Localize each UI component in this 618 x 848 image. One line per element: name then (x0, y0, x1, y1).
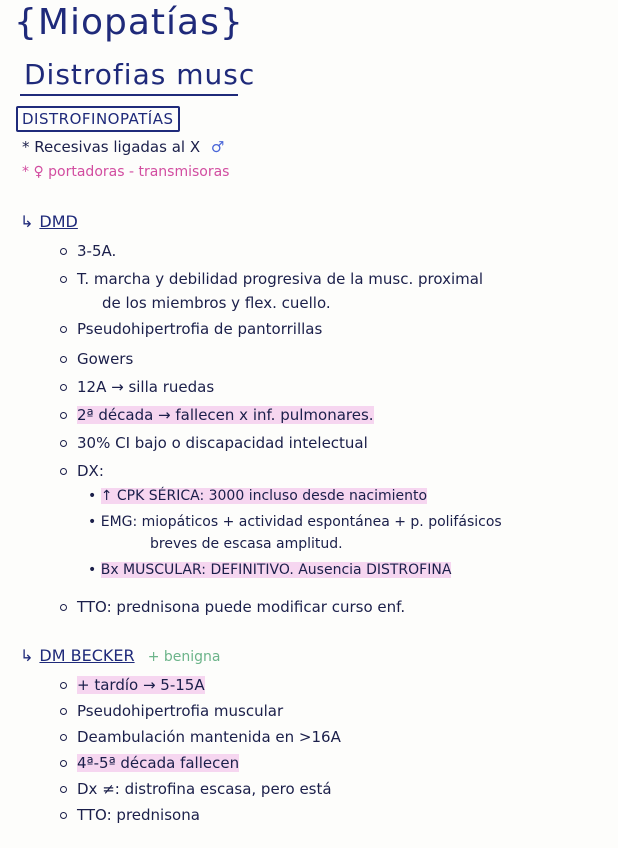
dmd-heading (20, 212, 78, 231)
intro-line-1-text: * Recesivas ligadas al X (22, 138, 201, 156)
dx-item: • EMG: miopáticos + actividad espontánea + p. polifásicos (88, 514, 502, 530)
bullet-icon (60, 786, 67, 793)
list-item-continuation: de los miembros y flex. cuello. (102, 294, 331, 312)
list-item-text: TTO: prednisona puede modificar curso enf. (77, 598, 406, 616)
becker-extra-note: + benigna (147, 649, 221, 665)
list-item-text: 4ª-5ª década fallecen (77, 754, 240, 772)
list-item (60, 780, 332, 798)
list-item-text: + tardío → 5-15A (77, 676, 205, 694)
list-item (60, 462, 104, 480)
list-item (60, 378, 214, 396)
arrow-icon: ↳ (20, 212, 34, 231)
intro-line-1 (22, 138, 224, 156)
section-subtitle: Distrofias musc (24, 58, 256, 91)
dx-item-text: ↑ CPK SÉRICA: 3000 incluso desde nacimiento (100, 488, 428, 504)
bullet-icon (60, 276, 67, 283)
dx-item: • Bx MUSCULAR: DEFINITIVO. Ausencia DISTROFINA (88, 562, 452, 578)
dmd-heading-label: DMD (39, 212, 78, 231)
list-item-text: T. marcha y debilidad progresiva de la musc. proximal (77, 270, 484, 288)
dx-item-continuation: breves de escasa amplitud. (150, 536, 343, 552)
bullet-icon (60, 734, 67, 741)
bullet-icon (60, 468, 67, 475)
bullet-icon (60, 412, 67, 419)
list-item (60, 728, 341, 746)
list-item (60, 320, 322, 338)
list-item (60, 242, 116, 260)
bullet-icon (60, 812, 67, 819)
arrow-icon: ↳ (20, 646, 34, 665)
list-item (60, 676, 205, 694)
list-item-text: Pseudohipertrofia muscular (77, 702, 284, 720)
list-item (60, 270, 483, 288)
list-item (60, 806, 200, 824)
becker-heading-label: DM BECKER (39, 646, 135, 665)
page-title: {Miopatías} (14, 2, 244, 43)
list-item (60, 350, 133, 368)
bullet-icon (60, 708, 67, 715)
bullet-icon (60, 760, 67, 767)
list-item-text: 3-5A. (77, 242, 117, 260)
list-item-text: TTO: prednisona (77, 806, 200, 824)
bullet-icon (60, 440, 67, 447)
list-item (60, 406, 374, 424)
bullet-icon (60, 356, 67, 363)
list-item-text: 2ª década → fallecen x inf. pulmonares. (77, 406, 374, 424)
bullet-icon (60, 682, 67, 689)
bullet-icon (60, 326, 67, 333)
list-item (60, 598, 405, 616)
list-item (60, 754, 239, 772)
list-item-text: 12A → silla ruedas (77, 378, 215, 396)
dx-item-text: EMG: miopáticos + actividad espontánea + p. polifásicos (100, 514, 502, 530)
bullet-icon (60, 604, 67, 611)
list-item-text: Pseudohipertrofia de pantorrillas (77, 320, 323, 338)
bullet-icon (60, 248, 67, 255)
bullet-icon (60, 384, 67, 391)
list-item-text: DX: (77, 462, 104, 480)
becker-heading (20, 646, 220, 665)
list-item-text: Deambulación mantenida en >16A (77, 728, 341, 746)
subtitle-underline (20, 94, 238, 96)
dx-item: • ↑ CPK SÉRICA: 3000 incluso desde nacimiento (88, 488, 428, 504)
intro-line-2: * ♀ portadoras - transmisoras (22, 164, 230, 180)
boxed-heading: DISTROFINOPATÍAS (16, 106, 180, 132)
page-title-text: Miopatías (37, 2, 220, 43)
dx-item-text: Bx MUSCULAR: DEFINITIVO. Ausencia DISTROFINA (100, 562, 452, 578)
list-item (60, 434, 368, 452)
list-item-text: Gowers (77, 350, 134, 368)
list-item (60, 702, 283, 720)
male-symbol-icon: ♂ (210, 138, 225, 156)
list-item-text: Dx ≠: distrofina escasa, pero está (77, 780, 332, 798)
list-item-text: 30% CI bajo o discapacidad intelectual (77, 434, 368, 452)
